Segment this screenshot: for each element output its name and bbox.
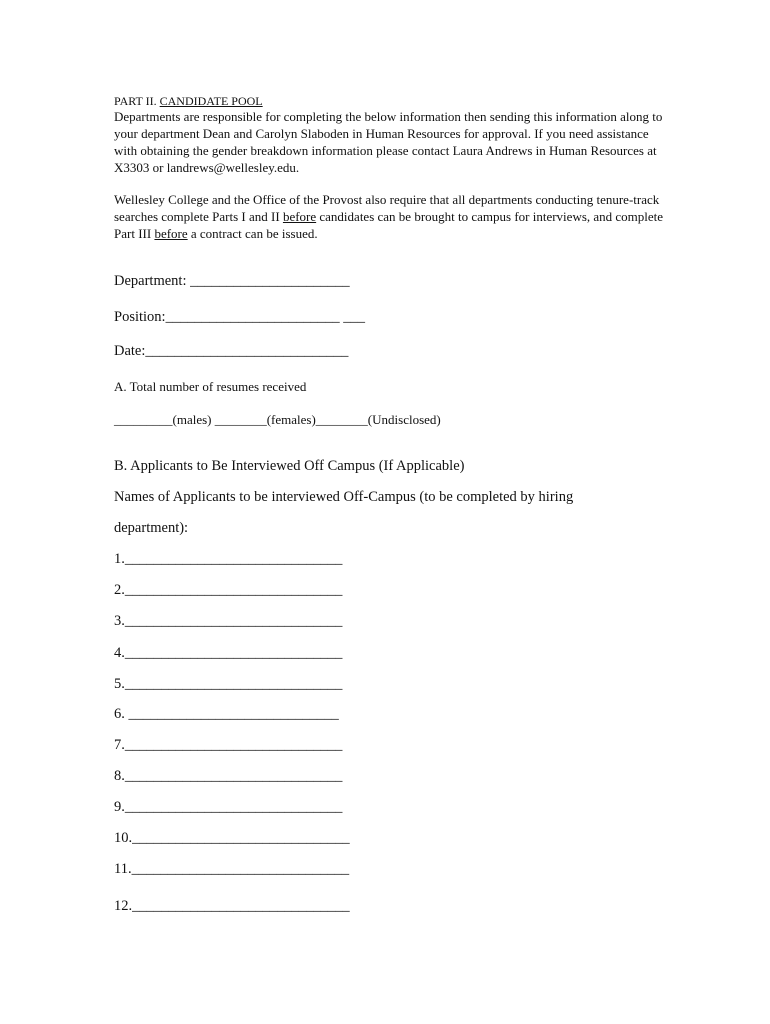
before-emphasis-2: before: [154, 226, 188, 241]
names-instruction-line2: department):: [114, 520, 189, 536]
resume-breakdown-fields[interactable]: _________(males) ________(females)________(Undisclosed): [114, 412, 441, 427]
applicant-line-2[interactable]: 2.______________________________: [114, 582, 343, 598]
applicant-line-7[interactable]: 7.______________________________: [114, 737, 343, 753]
names-instruction-line1: Names of Applicants to be interviewed Off-Campus (to be completed by hiring: [114, 489, 574, 505]
applicant-line-3[interactable]: 3.______________________________: [114, 613, 343, 629]
applicant-line-5[interactable]: 5.______________________________: [114, 676, 343, 692]
date-field[interactable]: Date:____________________________: [114, 343, 349, 359]
applicant-line-11[interactable]: 11.______________________________: [114, 861, 350, 877]
before-emphasis-1: before: [282, 209, 317, 224]
applicant-line-4[interactable]: 4.______________________________: [114, 645, 343, 661]
requirement-paragraph: Wellesley College and the Office of the Provost also require that all departments conducting tenure-track searches complete Parts I and II before candidates can be brought to campus for interviews, and complete Part III before a contract can be issued.: [114, 192, 664, 241]
applicant-line-12[interactable]: 12.______________________________: [114, 898, 350, 914]
applicant-line-10[interactable]: 10.______________________________: [114, 830, 350, 846]
intro-paragraph: Departments are responsible for completing the below information then sending this information along to your department Dean and Carolyn Slaboden in Human Resources for approval. If you need assistance with obtaining the gender breakdown information please contact Laura Andrews in Human Resources at X3303 or landrews@wellesley.edu.: [114, 109, 663, 175]
applicant-line-8[interactable]: 8.______________________________: [114, 768, 343, 784]
part-heading: [114, 94, 263, 109]
part-label: PART II.: [114, 94, 157, 108]
applicant-line-6[interactable]: 6. _____________________________: [114, 706, 339, 722]
section-a-title: A. Total number of resumes received: [114, 379, 307, 394]
applicant-line-1[interactable]: 1.______________________________: [114, 551, 343, 567]
department-field[interactable]: Department: ______________________: [114, 273, 350, 289]
section-b-title: B. Applicants to Be Interviewed Off Campus (If Applicable): [114, 458, 465, 474]
part-title: CANDIDATE POOL: [159, 94, 263, 108]
applicant-line-9[interactable]: 9.______________________________: [114, 799, 343, 815]
position-field[interactable]: Position:________________________ ___: [114, 309, 365, 325]
